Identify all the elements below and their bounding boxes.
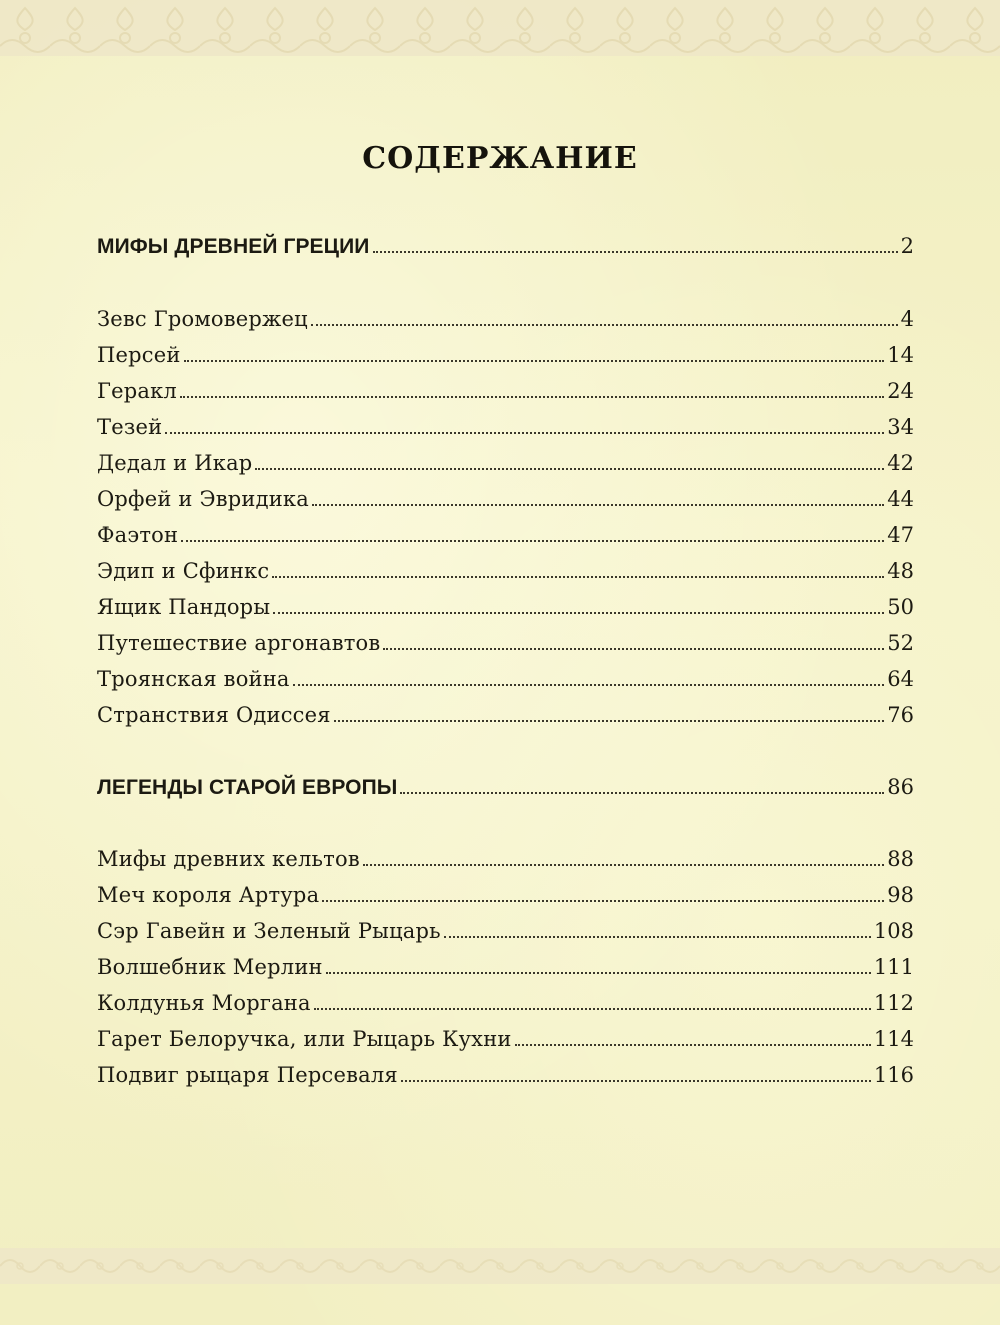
toc-page-number: 114 bbox=[873, 1027, 914, 1051]
toc-entry-label: Тезей bbox=[97, 415, 163, 439]
toc-entry[interactable] bbox=[97, 845, 914, 873]
toc-page-number: 50 bbox=[887, 595, 914, 619]
toc-entry-label: Персей bbox=[97, 343, 181, 367]
toc-entry[interactable] bbox=[97, 449, 914, 477]
dot-leader bbox=[273, 612, 884, 614]
toc-page-number: 108 bbox=[873, 919, 914, 943]
dot-leader bbox=[334, 720, 885, 722]
toc-page-number: 116 bbox=[873, 1063, 914, 1087]
bottom-ornament-border bbox=[0, 1248, 1000, 1284]
toc-page-number: 86 bbox=[887, 775, 914, 799]
dot-leader bbox=[314, 1008, 871, 1010]
toc-entry-label: Фаэтон bbox=[97, 523, 179, 547]
toc-entry[interactable] bbox=[97, 485, 914, 513]
dot-leader bbox=[373, 251, 898, 253]
toc-entry-label: Волшебник Мерлин bbox=[97, 955, 323, 979]
top-ornament-border bbox=[0, 0, 1000, 56]
toc-entry-label: Сэр Гавейн и Зеленый Рыцарь bbox=[97, 919, 441, 943]
toc-entry-label: Меч короля Артура bbox=[97, 883, 320, 907]
toc-section-label: ЛЕГЕНДЫ СТАРОЙ ЕВРОПЫ bbox=[97, 776, 398, 799]
dot-leader bbox=[401, 1080, 871, 1082]
dot-leader bbox=[326, 972, 871, 974]
toc-entry[interactable] bbox=[97, 917, 914, 945]
toc-entry-label: Орфей и Эвридика bbox=[97, 487, 309, 511]
toc-page-number: 42 bbox=[887, 451, 914, 475]
toc-entry[interactable] bbox=[97, 701, 914, 729]
toc-entry-label: Геракл bbox=[97, 379, 177, 403]
toc-entry[interactable] bbox=[97, 881, 914, 909]
toc-entry-label: Зевс Громовержец bbox=[97, 307, 308, 331]
toc-page-number: 14 bbox=[887, 343, 914, 367]
toc-entry[interactable] bbox=[97, 377, 914, 405]
toc-entry[interactable] bbox=[97, 665, 914, 693]
toc-page-number: 34 bbox=[887, 415, 914, 439]
toc-entry-label: Гарет Белоручка, или Рыцарь Кухни bbox=[97, 1027, 512, 1051]
toc-page-number: 44 bbox=[887, 487, 914, 511]
toc-page-number: 47 bbox=[887, 523, 914, 547]
toc-entry[interactable] bbox=[97, 1025, 914, 1053]
toc-page-number: 64 bbox=[887, 667, 914, 691]
toc-page-number: 48 bbox=[887, 559, 914, 583]
toc-page-number: 111 bbox=[873, 955, 914, 979]
dot-leader bbox=[181, 540, 884, 542]
toc-entry-label: Странствия Одиссея bbox=[97, 703, 331, 727]
dot-leader bbox=[400, 792, 884, 794]
toc-page-number: 4 bbox=[900, 307, 914, 331]
dot-leader bbox=[322, 900, 884, 902]
dot-leader bbox=[515, 1044, 871, 1046]
toc-page-number: 98 bbox=[887, 883, 914, 907]
toc-entry-label: Путешествие аргонавтов bbox=[97, 631, 381, 655]
toc-entry[interactable] bbox=[97, 953, 914, 981]
page-title: СОДЕРЖАНИЕ bbox=[362, 141, 638, 176]
toc-page-number: 24 bbox=[887, 379, 914, 403]
toc-entry[interactable] bbox=[97, 1061, 914, 1089]
dot-leader bbox=[165, 432, 884, 434]
toc-page-number: 52 bbox=[887, 631, 914, 655]
dot-leader bbox=[312, 504, 884, 506]
dot-leader bbox=[363, 864, 884, 866]
toc-entry-label: Ящик Пандоры bbox=[97, 595, 271, 619]
toc-entry-label: Троянская война bbox=[97, 667, 290, 691]
dot-leader bbox=[311, 324, 898, 326]
toc-page-number: 112 bbox=[873, 991, 914, 1015]
toc-page-number: 76 bbox=[887, 703, 914, 727]
toc-entry-label: Дедал и Икар bbox=[97, 451, 253, 475]
toc-section-heading[interactable] bbox=[97, 773, 914, 801]
dot-leader bbox=[255, 468, 884, 470]
toc-entry[interactable] bbox=[97, 629, 914, 657]
toc-entry-label: Подвиг рыцаря Персеваля bbox=[97, 1063, 398, 1087]
dot-leader bbox=[272, 576, 884, 578]
toc-entry[interactable] bbox=[97, 521, 914, 549]
toc-page-number: 2 bbox=[900, 234, 914, 258]
toc-entry[interactable] bbox=[97, 341, 914, 369]
toc-entry-label: Мифы древних кельтов bbox=[97, 847, 360, 871]
toc-entry-label: Колдунья Моргана bbox=[97, 991, 311, 1015]
toc-entry-label: Эдип и Сфинкс bbox=[97, 559, 270, 583]
toc-entry[interactable] bbox=[97, 989, 914, 1017]
dot-leader bbox=[180, 396, 884, 398]
dot-leader bbox=[184, 360, 885, 362]
toc-page-number: 88 bbox=[887, 847, 914, 871]
toc-entry[interactable] bbox=[97, 557, 914, 585]
toc-entry[interactable] bbox=[97, 593, 914, 621]
dot-leader bbox=[293, 684, 885, 686]
toc-section-heading[interactable] bbox=[97, 232, 914, 260]
toc-entry[interactable] bbox=[97, 413, 914, 441]
dot-leader bbox=[444, 936, 871, 938]
toc-entry[interactable] bbox=[97, 305, 914, 333]
toc-section-label: МИФЫ ДРЕВНЕЙ ГРЕЦИИ bbox=[97, 235, 370, 258]
dot-leader bbox=[383, 648, 884, 650]
